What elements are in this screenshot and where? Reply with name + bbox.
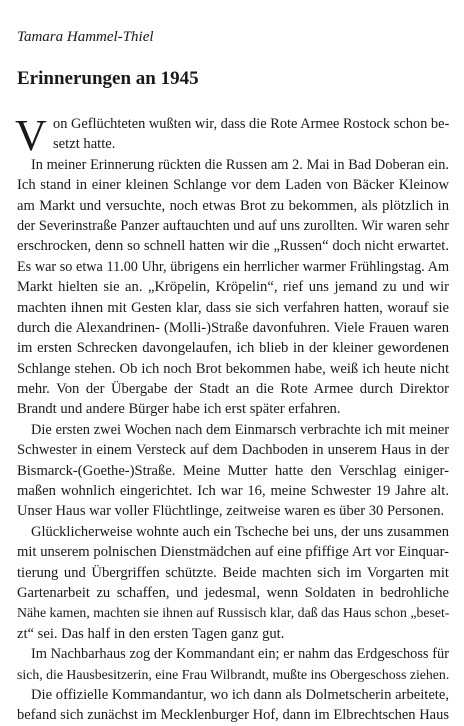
text-line: machten ihnen mit Gesten klar, dass sie sich verfahren hatten, worauf sie bbox=[17, 299, 449, 316]
text-line: durch die Alexandrinen- (Molli-)Straße davonfuhren. Viele Frauen waren bbox=[17, 319, 449, 336]
text-line: befand sich zunächst im Mecklenburger Hof, dann im Elbrechtschen Haus bbox=[17, 707, 449, 724]
text-line: der Severinstraße Panzer auftauchten und auf uns zurollten. Wir waren sehr bbox=[17, 217, 449, 234]
text-line: Unser Haus war voller Flüchtlinge, zeitweise waren es über 30 Personen. bbox=[17, 503, 445, 520]
text-line: mehr. Von der Übergabe der Stadt an die Rote Armee durch Direktor bbox=[17, 381, 449, 398]
first-paragraph-opening bbox=[15, 111, 450, 160]
article-title: Erinnerungen an 1945 bbox=[17, 68, 199, 89]
text-line: im ersten Schrecken davongelaufen, ich blieb in der kleiner gewordenen bbox=[17, 340, 449, 357]
text-line: Die ersten zwei Wochen nach dem Einmarsch verbrachte ich mit meiner bbox=[31, 421, 449, 438]
text-line: Im Nachbarhaus zog der Kommandant ein; er nahm das Erdgeschoss für bbox=[31, 646, 449, 663]
text-line: Schwester in einem Versteck auf dem Dachboden in unserem Haus in der bbox=[17, 442, 449, 459]
text-line: Ich stand in einer kleinen Schlange vor dem Laden von Bäcker Kleinow bbox=[17, 177, 449, 194]
text-line: Die offizielle Kommandantur, wo ich dann als Dolmetscherin arbeitete, bbox=[31, 686, 449, 703]
text-line: am Markt und versuchte, noch etwas Brot zu bekommen, als plötzlich in bbox=[17, 197, 449, 214]
article-body bbox=[15, 111, 450, 726]
text-line: mit unserem polnischen Dienstmädchen auf eine pfiffige Art vor Einquar- bbox=[17, 544, 449, 561]
text-line: maßen wohnlich eingerichtet. Ich war 16, meine Schwester 19 Jahre alt. bbox=[17, 483, 449, 500]
document-page bbox=[17, 28, 449, 726]
text-line: In meiner Erinnerung rückten die Russen am 2. Mai in Bad Doberan ein. bbox=[31, 156, 449, 173]
text-line: sich, die Hausbesitzerin, eine Frau Wilbrandt, mußte ins Obergeschoss ziehen. bbox=[17, 666, 450, 682]
text-line: Glücklicherweise wohnte auch ein Tscheche bei uns, der uns zusammen bbox=[31, 523, 449, 540]
text-line: Gartenarbeit zu schaffen, und jedesmal, wenn Soldaten in bedrohliche bbox=[17, 584, 449, 601]
text-line: Bismarck-(Goethe-)Straße. Meine Mutter hatte den Verschlag einiger- bbox=[17, 462, 449, 479]
text-line: tierung und Übergriffen schützte. Beide machten sich im Vorgarten mit bbox=[17, 564, 449, 581]
text-line: Es war so etwa 11.00 Uhr, übrigens ein herrlicher warmer Frühlingstag. Am bbox=[17, 258, 449, 275]
text-line: on Geflüchteten wußten wir, dass die Rote Armee Rostock schon be- bbox=[53, 116, 450, 132]
text-line: erschrocken, denn so schnell hatten wir die „Russen“ doch nicht erwartet. bbox=[17, 238, 449, 255]
text-line: setzt hatte. bbox=[53, 136, 116, 153]
text-line: Schlange stehen. Ob ich noch Brot bekommen habe, weiß ich heute nicht bbox=[17, 360, 449, 377]
text-line: zt“ sei. Das half in den ersten Tagen ganz gut. bbox=[17, 625, 285, 642]
text-line: Nähe kamen, machten sie ihnen auf Russisch klar, daß das Haus schon „beset- bbox=[17, 605, 450, 621]
text-line: Brandt und andere Bürger habe ich erst später erfahren. bbox=[17, 401, 341, 418]
author-name: Tamara Hammel-Thiel bbox=[17, 29, 154, 45]
text-line: Markt hielten sie an. „Kröpelin, Kröpelin“, rief uns jemand zu und wir bbox=[17, 279, 449, 296]
drop-cap-letter: V bbox=[15, 111, 47, 160]
